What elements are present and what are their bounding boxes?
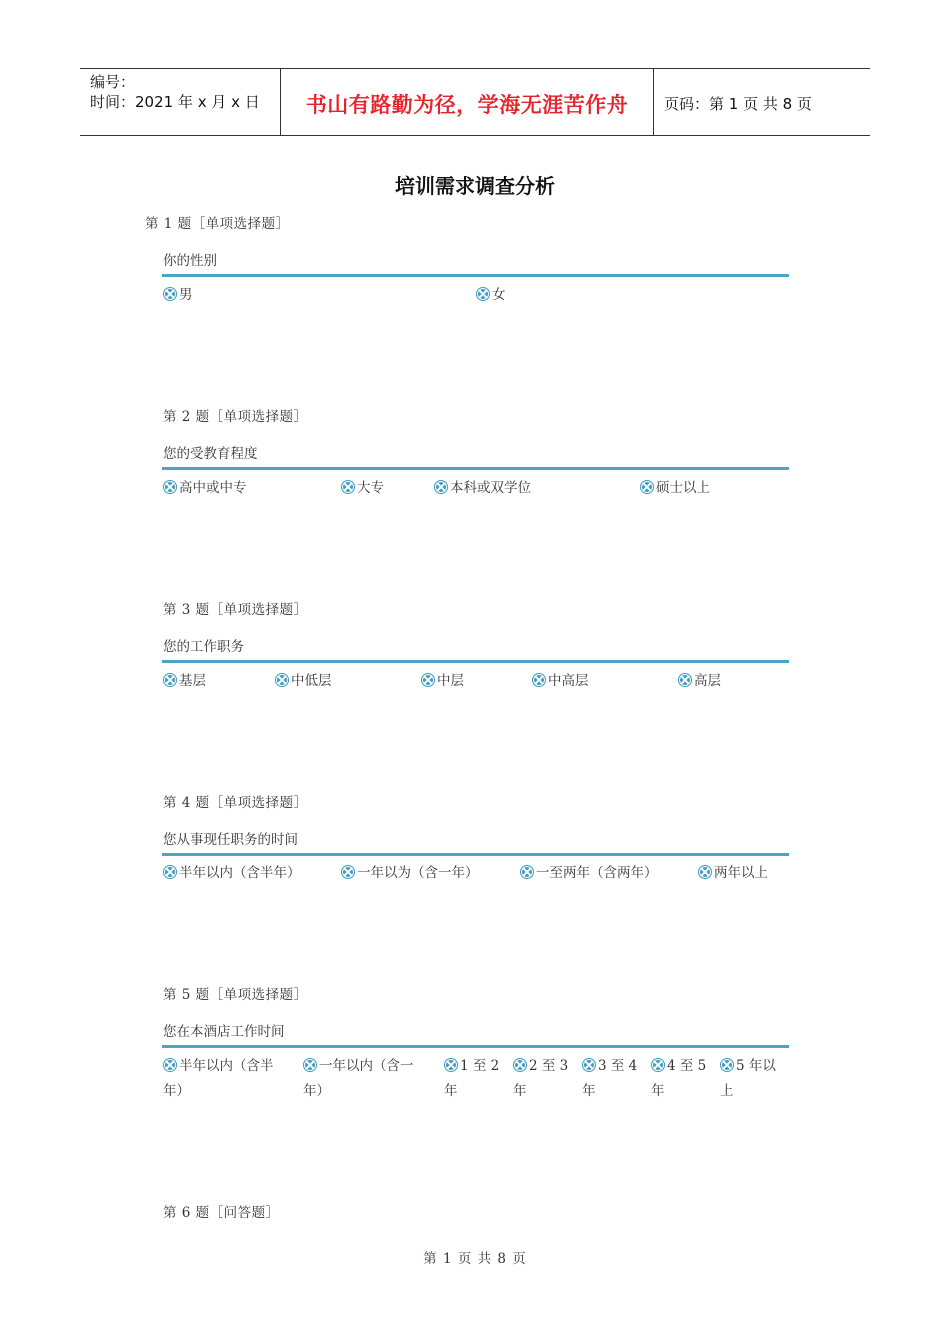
question-4-divider bbox=[162, 853, 789, 856]
page-header bbox=[80, 68, 870, 136]
question-2-divider bbox=[162, 467, 789, 470]
radio-icon bbox=[341, 865, 355, 879]
radio-icon bbox=[698, 865, 712, 879]
header-time: 时间：2021 年 x 月 x 日 bbox=[90, 93, 260, 111]
question-5-divider bbox=[162, 1045, 789, 1048]
header-number: 编号： bbox=[90, 73, 136, 91]
option-label-cont: 年） bbox=[163, 1083, 190, 1099]
option-label: 1 至 2 bbox=[460, 1058, 500, 1074]
header-page: 页码：第 1 页 共 8 页 bbox=[664, 94, 812, 113]
option-label-cont: 年 bbox=[651, 1083, 665, 1099]
q3-option-1[interactable] bbox=[163, 669, 206, 694]
option-label-cont: 上 bbox=[720, 1083, 734, 1099]
q2-option-3[interactable] bbox=[434, 476, 531, 501]
option-label: 基层 bbox=[179, 673, 206, 689]
question-2-text: 您的受教育程度 bbox=[163, 446, 258, 462]
option-label: 一年以为（含一年） bbox=[357, 865, 479, 881]
option-label: 高中或中专 bbox=[179, 480, 247, 496]
q2-option-4[interactable] bbox=[640, 476, 710, 501]
radio-icon bbox=[640, 480, 654, 494]
option-label: 高层 bbox=[694, 673, 721, 689]
radio-icon bbox=[678, 673, 692, 687]
radio-icon bbox=[163, 865, 177, 879]
option-label-cont: 年 bbox=[513, 1083, 527, 1099]
radio-icon bbox=[163, 673, 177, 687]
option-label: 5 年以 bbox=[736, 1058, 776, 1074]
radio-icon bbox=[434, 480, 448, 494]
radio-icon bbox=[303, 1058, 317, 1072]
q4-option-3[interactable] bbox=[520, 861, 658, 886]
radio-icon bbox=[532, 673, 546, 687]
option-label-cont: 年 bbox=[582, 1083, 596, 1099]
option-label: 半年以内（含半年） bbox=[179, 865, 301, 881]
radio-icon bbox=[421, 673, 435, 687]
option-label: 中低层 bbox=[291, 673, 332, 689]
question-3-divider bbox=[162, 660, 789, 663]
option-label: 一至两年（含两年） bbox=[536, 865, 658, 881]
radio-icon bbox=[582, 1058, 596, 1072]
option-label: 大专 bbox=[357, 480, 384, 496]
q5-option-7[interactable] bbox=[720, 1054, 776, 1104]
radio-icon bbox=[720, 1058, 734, 1072]
option-label: 女 bbox=[492, 287, 506, 303]
q5-option-5[interactable] bbox=[582, 1054, 637, 1104]
q3-option-4[interactable] bbox=[532, 669, 589, 694]
option-label: 中层 bbox=[437, 673, 464, 689]
q5-option-6[interactable] bbox=[651, 1054, 706, 1104]
question-5-label: 第 5 题［单项选择题］ bbox=[163, 987, 308, 1003]
question-4-label: 第 4 题［单项选择题］ bbox=[163, 795, 308, 811]
q5-option-1[interactable] bbox=[163, 1054, 274, 1104]
radio-icon bbox=[520, 865, 534, 879]
q3-option-5[interactable] bbox=[678, 669, 721, 694]
q5-option-4[interactable] bbox=[513, 1054, 568, 1104]
radio-icon bbox=[444, 1058, 458, 1072]
radio-icon bbox=[163, 287, 177, 301]
header-meta bbox=[80, 69, 281, 135]
question-6-label: 第 6 题［问答题］ bbox=[163, 1205, 280, 1221]
radio-icon bbox=[163, 1058, 177, 1072]
radio-icon bbox=[476, 287, 490, 301]
option-label: 半年以内（含半 bbox=[179, 1058, 274, 1074]
radio-icon bbox=[513, 1058, 527, 1072]
q5-option-2[interactable] bbox=[303, 1054, 414, 1104]
radio-icon bbox=[163, 480, 177, 494]
option-label: 男 bbox=[179, 287, 193, 303]
q4-option-1[interactable] bbox=[163, 861, 301, 886]
q1-option-1[interactable] bbox=[163, 283, 193, 308]
q4-option-4[interactable] bbox=[698, 861, 768, 886]
question-1-text: 你的性别 bbox=[163, 253, 217, 269]
question-1-divider bbox=[162, 274, 789, 277]
option-label: 2 至 3 bbox=[529, 1058, 569, 1074]
q3-option-3[interactable] bbox=[421, 669, 464, 694]
radio-icon bbox=[651, 1058, 665, 1072]
option-label: 一年以内（含一 bbox=[319, 1058, 414, 1074]
option-label: 中高层 bbox=[548, 673, 589, 689]
document-title: 培训需求调查分析 bbox=[395, 174, 555, 198]
option-label: 两年以上 bbox=[714, 865, 768, 881]
q1-option-2[interactable] bbox=[476, 283, 506, 308]
radio-icon bbox=[341, 480, 355, 494]
question-3-label: 第 3 题［单项选择题］ bbox=[163, 602, 308, 618]
option-label: 4 至 5 bbox=[667, 1058, 707, 1074]
header-motto: 书山有路勤为径，学海无涯苦作舟 bbox=[281, 69, 654, 135]
question-2-label: 第 2 题［单项选择题］ bbox=[163, 409, 308, 425]
q4-option-2[interactable] bbox=[341, 861, 479, 886]
q2-option-1[interactable] bbox=[163, 476, 247, 501]
q5-option-3[interactable] bbox=[444, 1054, 499, 1104]
question-1-label: 第 1 题［单项选择题］ bbox=[145, 216, 290, 232]
option-label: 硕士以上 bbox=[656, 480, 710, 496]
option-label: 本科或双学位 bbox=[450, 480, 531, 496]
page-footer: 第 1 页 共 8 页 bbox=[423, 1251, 527, 1267]
question-4-text: 您从事现任职务的时间 bbox=[163, 832, 298, 848]
option-label-cont: 年 bbox=[444, 1083, 458, 1099]
question-5-text: 您在本酒店工作时间 bbox=[163, 1024, 285, 1040]
option-label: 3 至 4 bbox=[598, 1058, 638, 1074]
q3-option-2[interactable] bbox=[275, 669, 332, 694]
radio-icon bbox=[275, 673, 289, 687]
question-3-text: 您的工作职务 bbox=[163, 639, 244, 655]
option-label-cont: 年） bbox=[303, 1083, 330, 1099]
q2-option-2[interactable] bbox=[341, 476, 384, 501]
